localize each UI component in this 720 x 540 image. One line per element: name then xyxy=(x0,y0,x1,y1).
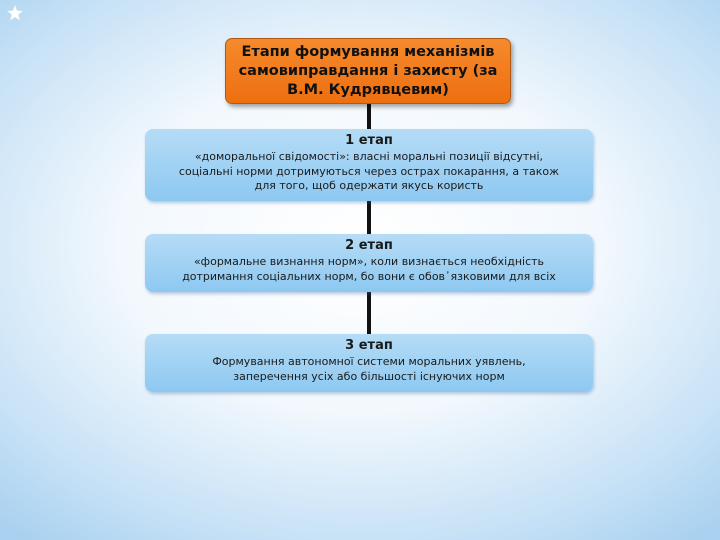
stage-2-box xyxy=(145,234,593,292)
stage-3-label: 3 етап xyxy=(345,338,393,353)
stage-2-text: «формальне визнання норм», коли визнається необхідність дотримання соціальних норм, бо вони є обов᾽язковими для всіх xyxy=(182,255,556,283)
stage-3-text: Формування автономної системи моральних уявлень, заперечення усіх або більшості існуючих норм xyxy=(212,355,526,383)
stage-1-box xyxy=(145,129,593,201)
star-icon xyxy=(6,4,24,22)
stage-1-text: «доморальної свідомості»: власні моральні позиції відсутні, соціальні норми дотримуються через острах покарання, а також для того, щоб одержати якусь користь xyxy=(178,150,560,192)
stage-1-label: 1 етап xyxy=(345,133,393,148)
diagram-title: Етапи формування механізмів самовиправдання і захисту (за В.М. Кудрявцевим) xyxy=(238,43,498,98)
stage-3-box xyxy=(145,334,593,392)
stage-2-label: 2 етап xyxy=(345,238,393,253)
diagram-title-box xyxy=(225,38,511,104)
